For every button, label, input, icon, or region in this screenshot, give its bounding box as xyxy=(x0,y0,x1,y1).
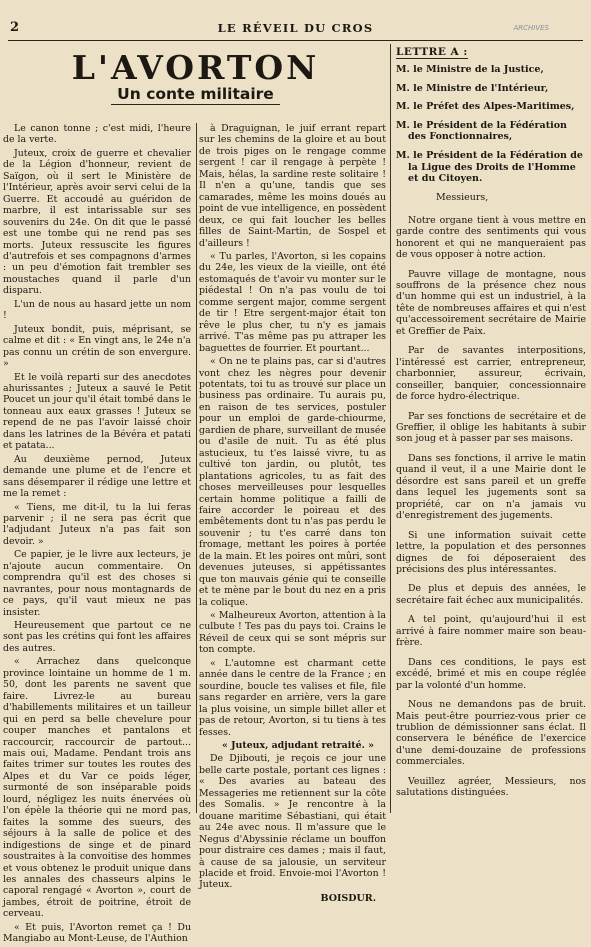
letter-body xyxy=(396,215,586,799)
letter-paragraph: Nous ne demandons pas de bruit. Mais peut-être pourriez-vous prier ce trublion de démissionner sans éclat. Il conservera le bénéfice de l'exercice d'une demi-douzaine de professions commerciales. xyxy=(396,699,586,768)
article-title: L'AVORTON xyxy=(71,48,320,87)
paragraph: De Djibouti, je reçois ce jour une belle carte postale, portant ces lignes : « Des avaries au bateau des Messageries me retiennent sur la côte des Somalis. » Je rencontre à la douane maritime Sébastiani, qui était au 24e avec nous. Il m'assure que le Negus d'Abyssinie réclame un bouffon pour distraire ces dames ; mais il faut, à cause de sa jalousie, un serviteur placide et froid. Envoie-moi l'Avorton ! Juteux. xyxy=(199,753,386,891)
recipient: M. le Président de la Fédération des Fonctionnaires, xyxy=(396,119,567,143)
recipient: M. le Ministre de l'Intérieur, xyxy=(396,82,549,94)
letter-paragraph: Notre organe tient à vous mettre en garde contre des sentiments qui vous honorent et qui ne manqueraient pas de vous opposer à notre action. xyxy=(396,214,586,261)
letter-paragraph: A tel point, qu'aujourd'hui il est arrivé à faire nommer maire son beau-frère. xyxy=(396,614,586,649)
letter-paragraph: Si une information suivait cette lettre, la population et des personnes dignes de foi déposeraient des précisions des plus intéressantes. xyxy=(396,529,586,575)
letter-paragraph: Dans ces conditions, le pays est excédé, brimé et mis en coupe réglée par la volonté d'un homme. xyxy=(396,656,586,691)
paragraph: Ce papier, je le livre aux lecteurs, je n'ajoute aucun commentaire. On comprendra qu'il est des choses si navrantes, pour nous montagnards de ce pays, qu'il vaut mieux ne pas insister. xyxy=(3,549,191,618)
paragraph: Et le voilà reparti sur des anecdotes ahurissantes ; Juteux a sauvé le Petit Poucet un jour qu'il était tombé dans le tonneau aux eaux grasses ! Juteux se repend de ne pas l'avoir laissé choir dans les latrines de la Bévéra et patati et patata... xyxy=(3,371,191,452)
letter-paragraph: Par de savantes interpositions, l'intéressé est carrier, entrepreneur, charbonnier, assureur, écrivain, conseiller, banquier, concessionnaire de force hydro-électrique. xyxy=(396,345,586,403)
paragraph: Heureusement que partout ce ne sont pas les crétins qui font les affaires des autres. xyxy=(3,620,191,654)
letter-salutation: Messieurs, xyxy=(436,191,489,203)
letter-paragraph: Dans ses fonctions, il arrive le matin quand il veut, il a une Mairie dont le désordre est sans pareil et un greffe dans lequel les jugements sont sa propriété, car on n'a jamais vu d'enregistrement des jugements. xyxy=(396,452,586,522)
page-number: 2 xyxy=(10,20,20,35)
newspaper-title: LE RÉVEIL DU CROS xyxy=(217,21,374,35)
paragraph: Juteux bondit, puis, méprisant, se calme et dit : « En vingt ans, le 24e n'a pas connu un crétin de son envergure. » xyxy=(3,323,191,370)
letter-header: LETTRE A : xyxy=(396,46,468,58)
column-rule xyxy=(390,44,391,813)
recipient: M. le Ministre de la Justice, xyxy=(396,64,544,75)
letter-paragraph: De plus et depuis des années, le secrétaire fait échec aux municipalités. xyxy=(396,583,586,606)
archive-stamp: ARCHIVES xyxy=(513,24,549,32)
paragraph: Au deuxième pernod, Juteux demande une plume et de l'encre et sans désemparer il rédige une lettre et me la remet : xyxy=(3,453,191,500)
article-column-2 xyxy=(199,123,386,904)
paragraph: « L'automne est charmant cette année dans le centre de la France ; en sourdine, boucle tes valises et file, file sans regarder en arrière, vers la gare la plus voisine, un simple billet aller et pas de retour, Avorton, si tu tiens à tes fesses. xyxy=(199,657,386,738)
paragraph: L'un de nous au hasard jette un nom ! xyxy=(3,298,191,322)
paragraph: « Tu parles, l'Avorton, si les copains du 24e, les vieux de la vieille, ont été estomaqués de t'avoir vu monter sur le piédestal ! On n'a pas voulu de toi comme sergent major, comme sergent de tir ! Etre sergent-major était ton rêve le plus cher, tu n'y es jamais arrivé. T'as même pas pu attraper les baguettes de fourrier. Et pourtant... xyxy=(199,250,386,354)
paragraph: « Juteux, adjudant retraité. » xyxy=(222,740,374,752)
column-rule xyxy=(196,123,197,813)
letter-recipients xyxy=(396,64,586,185)
article-subtitle: Un conte militaire xyxy=(3,85,388,103)
letter-paragraph: Veuillez agréer, Messieurs, nos salutations distinguées. xyxy=(396,775,586,799)
paragraph: Le canon tonne ; c'est midi, l'heure de la verte. xyxy=(3,123,191,146)
letter-paragraph: Par ses fonctions de secrétaire et de Greffier, il oblige les habitants à subir son joug et à passer par ses maisons. xyxy=(396,410,586,445)
paragraph: Juteux, croix de guerre et chevalier de la Légion d'honneur, revient de Saïgon, où il sert le Ministère de l'Intérieur, après avoir servi celui de la Guerre. Et accoudé au guéridon de marbre, il est intarissable sur ses souvenirs du 24e. On dit que le passé est une tombe qui ne rend pas ses morts. Juteux ressuscite les figures d'autrefois et ses compagnons d'armes : un peu d'émotion fait trembler ses moustaches quand il parle d'un disparu. xyxy=(3,147,191,297)
article-heading xyxy=(3,44,388,103)
paragraph: « Malheureux Avorton, attention à la culbute ! Tes pas du pays toi. Crains le Réveil de ceux qui se sont mépris sur ton compte. xyxy=(199,610,386,656)
paragraph: « Arrachez dans quelconque province lointaine un homme de 1 m. 50, dont les parents ne savent que faire. Livrez-le au bureau d'habillements militaires et un tailleur qui en perd sa belle chevelure pour couper manches et pantalons et raccourcir, raccourcir de partout... mais oui, Madame. Pendant trois ans faites trimer sur toutes les routes des Alpes et du Var ce poids léger, surmonté de son inséparable poids lourd, négligez les nuits énervées où l'on épèle la théorie qui ne mord pas, faites la somme des sueurs, des séjours à la salle de police et des indigestions de singe et de pinard soustraites à la convoitise des hommes et vous obtenez le produit unique dans les annales des chasseurs alpins le caporal rengagé « Avorton », court de jambes, étroit de poitrine, étroit de cerveau. xyxy=(3,656,191,920)
page-header xyxy=(8,18,583,41)
recipient: M. le Président de la Fédération de la Ligue des Droits de l'Homme et du Citoyen. xyxy=(396,149,583,185)
paragraph: « On ne te plains pas, car si d'autres vont chez les nègres pour devenir potentats, toi tu as trouvé sur place un business pas ordinaire. Tu aurais pu, en raison de tes services, postuler pour un emploi de garde-chiourme, gardien de phare, surveillant de musée ou d'asile de nuit. Tu as été plus astucieux, tu t'es laissé vivre, tu as cultivé ton jardin, ou plutôt, tes plantations agricoles, tu as fait des choses merveilleuses pour lesquelles certain homme politique a failli de faire accorder le poireau et des embêtements dont tu n'as pas perdu le souvenir ; tu t'es carré dans ton fromage, mettant les poires à portée de la main. Et les poires ont mûri, sont devenues juteuses, si appétissantes que ton mauvais génie qui te conseille et te mène par le bout du nez en a pris la colique. xyxy=(199,356,386,608)
article-column-1 xyxy=(3,123,191,947)
open-letter xyxy=(396,46,586,807)
recipient: M. le Préfet des Alpes-Maritimes, xyxy=(396,101,575,113)
paragraph: « Et puis, l'Avorton remet ça ! Du Mangiabo au Mont-Leuse, de l'Authion xyxy=(3,921,191,945)
article-signature: BOISDUR. xyxy=(320,892,376,904)
paragraph: « Tiens, me dit-il, tu la lui feras parvenir ; il ne sera pas écrit que l'adjudant Juteux n'a pas fait son devoir. » xyxy=(3,501,191,547)
letter-paragraph: Pauvre village de montagne, nous souffrons de la présence chez nous d'un homme qui est un industriel, à la tête de nombreuses affaires et qui n'est qu'accessoirement secrétaire de Mairie et Greffier de Paix. xyxy=(396,268,586,337)
paragraph: à Draguignan, le juif errant repart sur les chemins de la gloire et au bout de trois piges on le rengage comme sergent ! car il rengage à perpète ! Mais, hélas, la sardine reste solitaire ! Il n'en a qu'une, tandis que ses camarades, même les moins doués au point de vue intelligence, en possèdent deux, ce qui fait loucher les belles filles de Saint-Martin, de Sospel et d'ailleurs ! xyxy=(199,123,386,249)
